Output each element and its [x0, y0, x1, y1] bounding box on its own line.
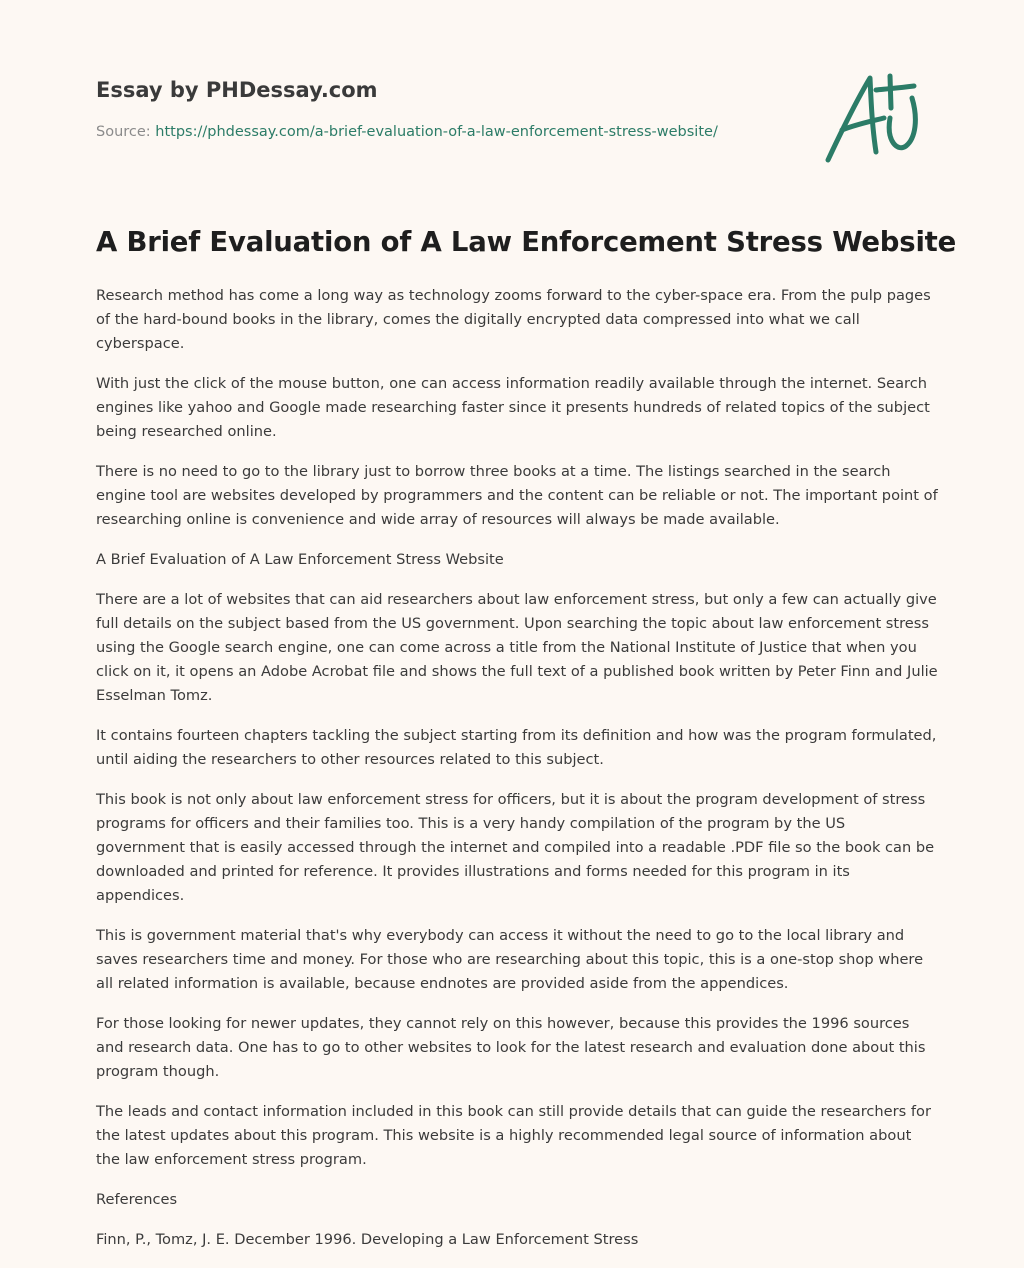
source-link[interactable]: https://phdessay.com/a-brief-evaluation-of-a-law-enforcement-stress-website/ — [155, 124, 718, 140]
reference-entry: Finn, P., Tomz, J. E. December 1996. Developing a Law Enforcement Stress — [96, 1231, 639, 1248]
essay-paragraph: Research method has come a long way as technology zooms forward to the cyber-space era. From the pulp pages of the hard-bound books in the library, comes the digitally encrypted data compressed into what we call cyberspace. — [96, 287, 931, 352]
source-line — [96, 124, 718, 140]
essay-title: A Brief Evaluation of A Law Enforcement Stress Website — [96, 226, 957, 258]
essay-paragraph: For those looking for newer updates, they cannot rely on this however, because this provides the 1996 sources and research data. One has to go to other websites to look for the latest research and evaluation done about this program though. — [96, 1015, 926, 1080]
a-plus-logo-icon — [824, 68, 930, 168]
page-header — [96, 0, 957, 258]
essay-paragraph: There is no need to go to the library just to borrow three books at a time. The listings searched in the search engine tool are websites developed by programmers and the content can be reliable or not. The important point of researching online is convenience and wide array of resources will always be made available. — [96, 463, 938, 528]
essay-paragraph: It contains fourteen chapters tackling the subject starting from its definition and how was the program formulated, until aiding the researchers to other resources related to this subject. — [96, 727, 937, 768]
brand-title: Essay by PHDessay.com — [96, 78, 378, 102]
essay-paragraph: With just the click of the mouse button, one can access information readily available through the internet. Search engines like yahoo and Google made researching faster since it presents hundreds of related topics of the subject being researched online. — [96, 375, 930, 440]
essay-subheading: A Brief Evaluation of A Law Enforcement Stress Website — [96, 551, 504, 568]
essay-page — [96, 0, 957, 1248]
references-heading: References — [96, 1191, 178, 1208]
essay-paragraph: The leads and contact information included in this book can still provide details that can guide the researchers for the latest updates about this program. This website is a highly recommended legal source of information about the law enforcement stress program. — [96, 1103, 931, 1168]
essay-body — [96, 284, 938, 1268]
essay-paragraph: This is government material that's why everybody can access it without the need to go to the local library and saves researchers time and money. For those who are researching about this topic, this is a one-stop shop where all related information is available, because endnotes are provided aside from the appendices. — [96, 927, 924, 992]
essay-paragraph: There are a lot of websites that can aid researchers about law enforcement stress, but only a few can actually give full details on the subject based from the US government. Upon searching the topic about law enforcement stress using the Google search engine, one can come across a title from the National Institute of Justice that when you click on it, it opens an Adobe Acrobat file and shows the full text of a published book written by Peter Finn and Julie Esselman Tomz. — [96, 591, 938, 704]
essay-paragraph: This book is not only about law enforcement stress for officers, but it is about the program development of stress programs for officers and their families too. This is a very handy compilation of the program by the US government that is easily accessed through the internet and compiled into a readable .PDF file so the book can be downloaded and printed for reference. It provides illustrations and forms needed for this program in its appendices. — [96, 791, 935, 904]
source-label: Source: — [96, 124, 156, 140]
